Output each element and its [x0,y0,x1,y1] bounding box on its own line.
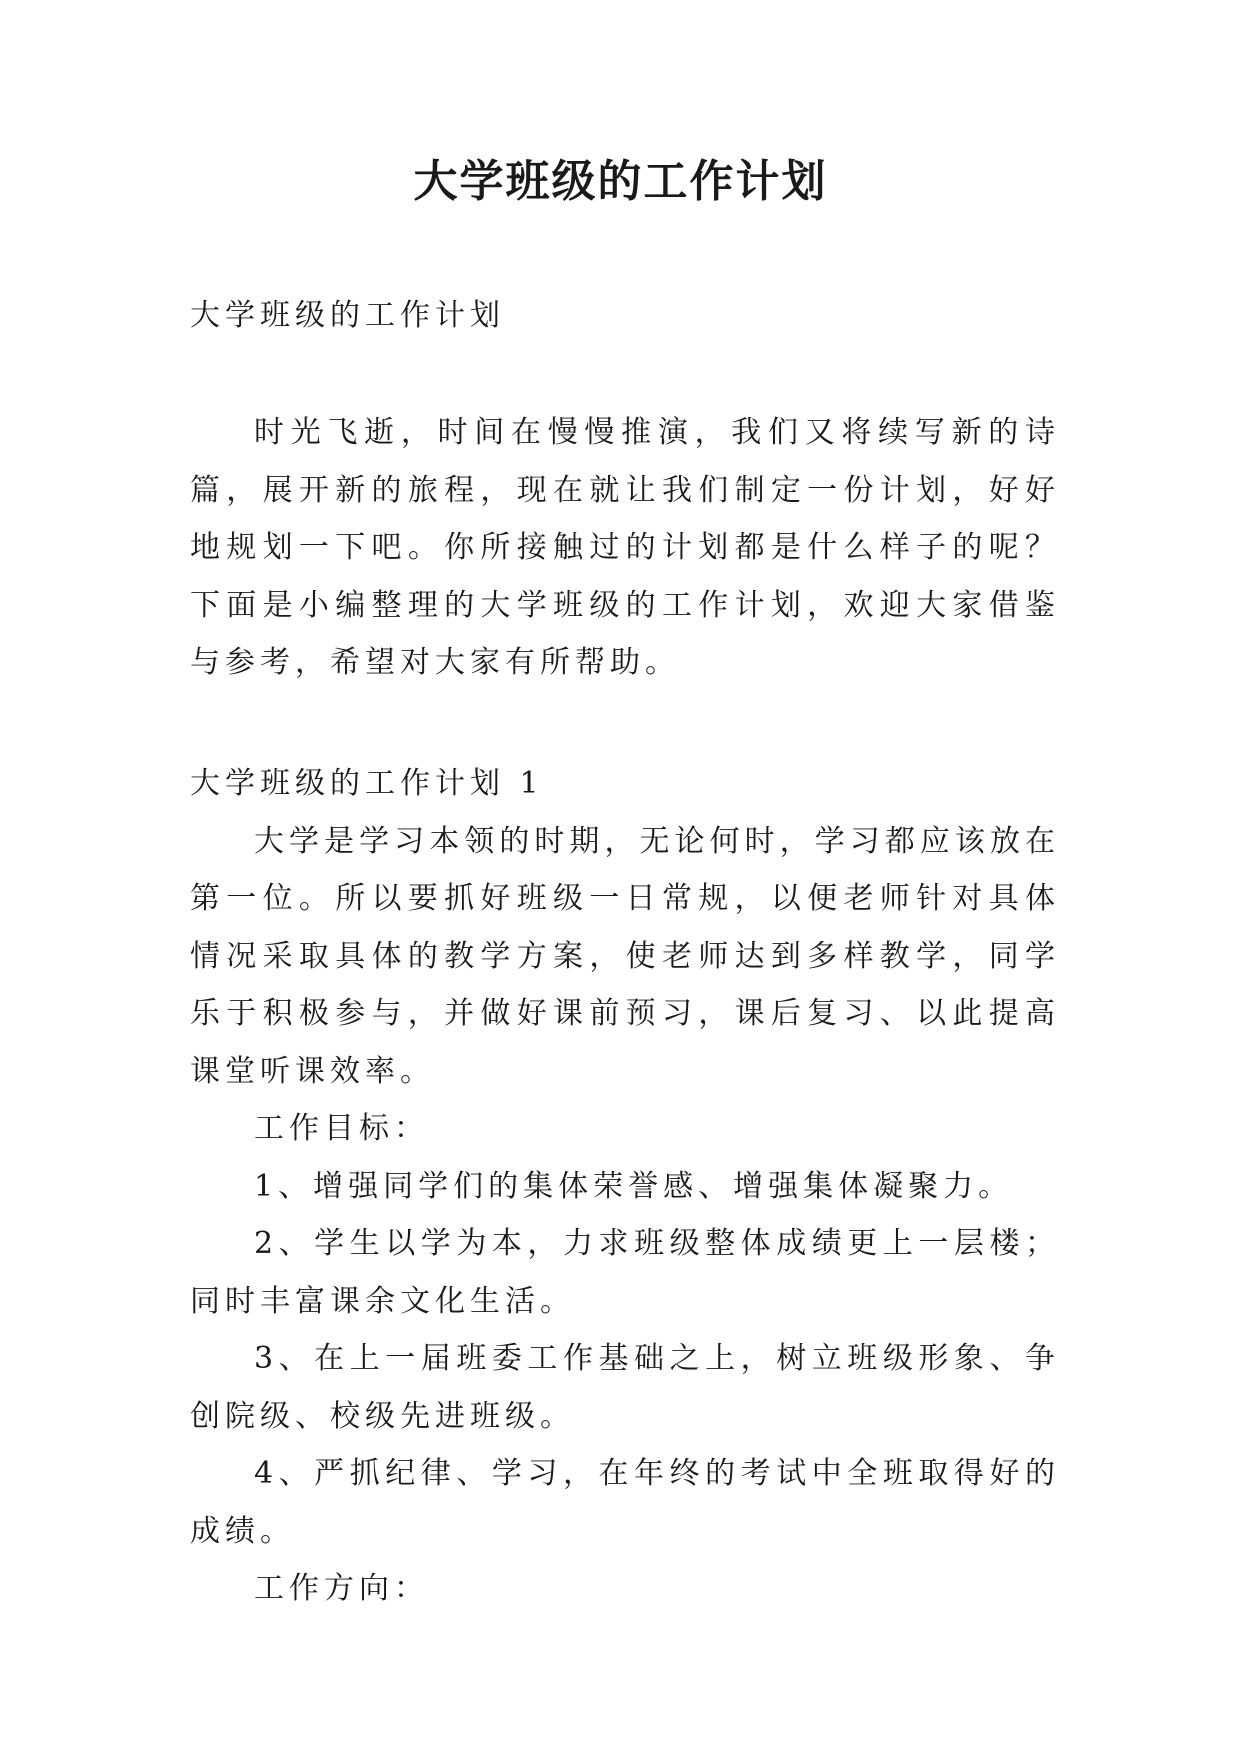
intro-paragraph [190,404,1060,692]
goal-item-2: 2、学生以学为本，力求班级整体成绩更上一层楼；同时丰富课余文化生活。 [190,1226,1060,1319]
goal-item-1: 1、增强同学们的集体荣誉感、增强集体凝聚力。 [254,1168,1014,1204]
document-subtitle [190,290,1060,342]
goal-item-3: 3、在上一届班委工作基础之上，树立班级形象、争创院级、校级先进班级。 [190,1341,1060,1434]
section-1 [190,755,1060,1618]
intro-text: 时光飞逝，时间在慢慢推演，我们又将续写新的诗篇，展开新的旅程，现在就让我们制定一份计划，好好地规划一下吧。你所接触过的计划都是什么样子的呢？下面是小编整理的大学班级的工作计划，欢迎大家借鉴与参考，希望对大家有所帮助。 [190,415,1060,680]
section-heading: 大学班级的工作计划 1 [190,766,544,801]
subtitle-text: 大学班级的工作计划 [190,298,505,333]
goals-label: 工作目标： [254,1111,429,1146]
document-title: 大学班级的工作计划 [413,156,828,207]
direction-label: 工作方向： [254,1571,429,1606]
section-paragraph: 大学是学习本领的时期，无论何时，学习都应该放在第一位。所以要抓好班级一日常规，以便老师针对具体情况采取具体的教学方案，使老师达到多样教学，同学乐于积极参与，并做好课前预习，课后复习、以此提高课堂听课效率。 [190,823,1060,1089]
goal-item-4: 4、严抓纪律、学习，在年终的考试中全班取得好的成绩。 [190,1456,1060,1549]
